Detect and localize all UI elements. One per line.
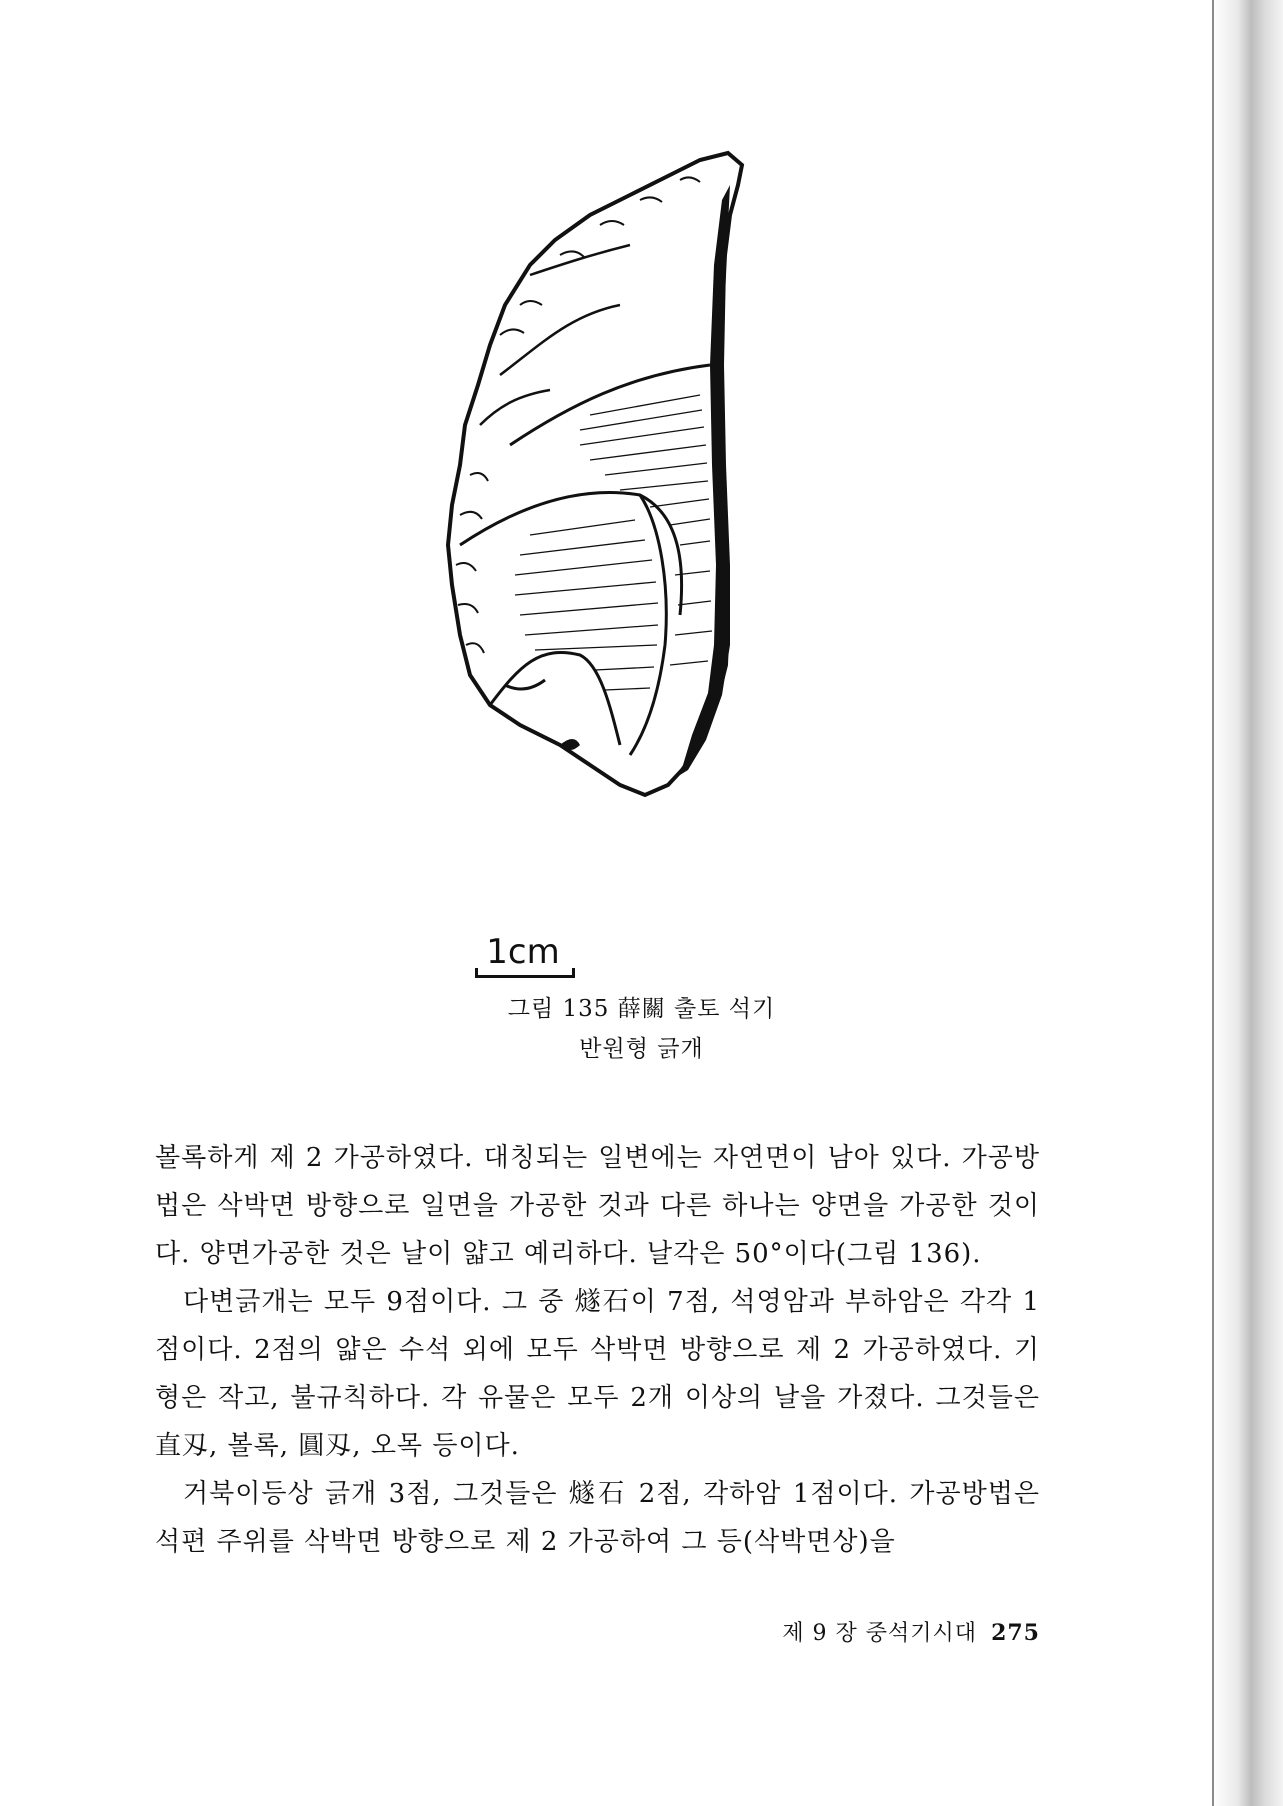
chapter-title: 제 9 장 중석기시대 bbox=[782, 1621, 978, 1646]
figure-caption: 그림 135 薛關 출토 석기 bbox=[507, 996, 776, 1022]
scale-bar bbox=[475, 968, 575, 978]
page-number: 275 bbox=[991, 1620, 1040, 1646]
stone-tool-illustration bbox=[430, 145, 810, 945]
page-footer bbox=[700, 1618, 1040, 1649]
paragraph: 볼록하게 제 2 가공하였다. 대칭되는 일변에는 자연면이 남아 있다. 가공방법은 삭박면 방향으로 일면을 가공한 것과 다른 하나는 양면을 가공한 것이다. 양면가공한 것은 날이 얇고 예리하다. 날각은 50°이다(그림 136). bbox=[155, 1143, 1040, 1269]
figure-subcaption: 반원형 긁개 bbox=[579, 1036, 704, 1062]
page-edge-shadow bbox=[1213, 0, 1283, 1806]
scale-label: 1cm bbox=[486, 932, 560, 972]
paragraph: 다변긁개는 모두 9점이다. 그 중 燧石이 7점, 석영암과 부하암은 각각 1점이다. 2점의 얇은 수석 외에 모두 삭박면 방향으로 제 2 가공하였다. 기형은 작고, 불규칙하다. 각 유물은 모두 2개 이상의 날을 가졌다. 그것들은 直刄, 볼록, 圓刄, 오목 등이다. bbox=[155, 1287, 1040, 1461]
paragraph: 거북이등상 긁개 3점, 그것들은 燧石 2점, 각하암 1점이다. 가공방법은 석편 주위를 삭박면 방향으로 제 2 가공하여 그 등(삭박면상)을 bbox=[155, 1479, 1040, 1557]
body-text bbox=[155, 1134, 1040, 1566]
page-edge-line bbox=[1212, 0, 1214, 1806]
